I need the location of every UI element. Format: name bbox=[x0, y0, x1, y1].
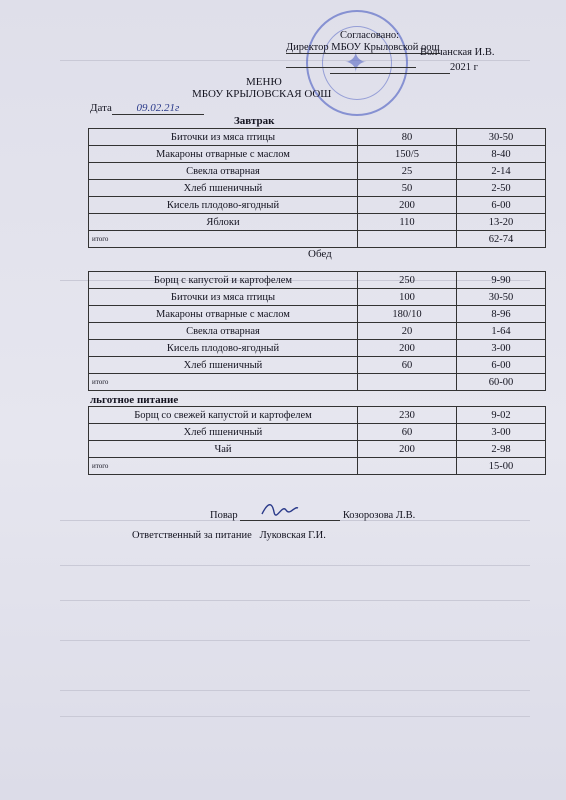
total-empty-cell bbox=[358, 231, 457, 248]
seal-emblem-icon: ✦ bbox=[344, 48, 368, 79]
dish-cell: Биточки из мяса птицы bbox=[89, 289, 358, 306]
menu-row bbox=[89, 180, 546, 197]
menu-row bbox=[89, 323, 546, 340]
dish-cell: Свекла отварная bbox=[89, 163, 358, 180]
dish-cell: Макароны отварные с маслом bbox=[89, 306, 358, 323]
approval-director-name: Волчанская И.В. bbox=[420, 47, 495, 58]
price-cell: 3-00 bbox=[457, 424, 546, 441]
menu-row bbox=[89, 340, 546, 357]
dish-cell: Кисель плодово-ягодный bbox=[89, 197, 358, 214]
responsible-label: Ответственный за питание bbox=[132, 530, 252, 541]
menu-row bbox=[89, 441, 546, 458]
responsible-name: Луковская Г.И. bbox=[259, 530, 326, 541]
section-title-lunch: Обед bbox=[308, 248, 332, 260]
weight-cell: 100 bbox=[358, 289, 457, 306]
price-cell: 6-00 bbox=[457, 357, 546, 374]
dish-cell: Хлеб пшеничный bbox=[89, 424, 358, 441]
menu-row bbox=[89, 163, 546, 180]
dish-cell: Кисель плодово-ягодный bbox=[89, 340, 358, 357]
approval-year: 2021 г bbox=[450, 62, 478, 73]
total-value: 15-00 bbox=[457, 458, 546, 475]
menu-row bbox=[89, 129, 546, 146]
menu-row bbox=[89, 407, 546, 424]
weight-cell: 25 bbox=[358, 163, 457, 180]
price-cell: 2-50 bbox=[457, 180, 546, 197]
school-name: МБОУ КРЫЛОВСКАЯ ООШ bbox=[192, 88, 332, 100]
price-cell: 13-20 bbox=[457, 214, 546, 231]
price-cell: 9-02 bbox=[457, 407, 546, 424]
price-cell: 30-50 bbox=[457, 289, 546, 306]
total-row bbox=[89, 231, 546, 248]
bleed-through-line bbox=[60, 690, 530, 691]
bleed-through-line bbox=[60, 640, 530, 641]
price-cell: 2-14 bbox=[457, 163, 546, 180]
price-cell: 8-96 bbox=[457, 306, 546, 323]
total-row bbox=[89, 374, 546, 391]
breakfast-table bbox=[88, 128, 546, 248]
menu-row bbox=[89, 272, 546, 289]
weight-cell: 200 bbox=[358, 197, 457, 214]
approval-date-line bbox=[330, 62, 478, 74]
menu-row bbox=[89, 197, 546, 214]
weight-cell: 200 bbox=[358, 340, 457, 357]
weight-cell: 200 bbox=[358, 441, 457, 458]
menu-row bbox=[89, 214, 546, 231]
section-title-breakfast: Завтрак bbox=[234, 115, 275, 127]
cook-name: Козорозова Л.В. bbox=[342, 510, 416, 521]
weight-cell: 60 bbox=[358, 357, 457, 374]
date-value: 09.02.21г bbox=[112, 102, 204, 115]
lunch-table bbox=[88, 271, 546, 391]
section-title-benefit: льготное питание bbox=[90, 394, 179, 406]
total-value: 60-00 bbox=[457, 374, 546, 391]
weight-cell: 20 bbox=[358, 323, 457, 340]
date-label: Дата bbox=[90, 102, 112, 114]
cook-signature bbox=[210, 506, 415, 521]
responsible-signature bbox=[132, 530, 326, 541]
menu-row bbox=[89, 146, 546, 163]
menu-row bbox=[89, 306, 546, 323]
date-row bbox=[90, 102, 204, 115]
approval-director: Директор МБОУ Крыловской оош bbox=[286, 42, 440, 53]
approval-agreed: Согласовано: bbox=[340, 30, 400, 41]
price-cell: 30-50 bbox=[457, 129, 546, 146]
menu-row bbox=[89, 289, 546, 306]
weight-cell: 80 bbox=[358, 129, 457, 146]
dish-cell: Яблоки bbox=[89, 214, 358, 231]
menu-row bbox=[89, 424, 546, 441]
total-empty-cell bbox=[358, 374, 457, 391]
dish-cell: Биточки из мяса птицы bbox=[89, 129, 358, 146]
price-cell: 1-64 bbox=[457, 323, 546, 340]
total-label: итого bbox=[89, 458, 358, 475]
weight-cell: 60 bbox=[358, 424, 457, 441]
total-row bbox=[89, 458, 546, 475]
weight-cell: 250 bbox=[358, 272, 457, 289]
total-label: итого bbox=[89, 231, 358, 248]
price-cell: 8-40 bbox=[457, 146, 546, 163]
benefit-table bbox=[88, 406, 546, 475]
dish-cell: Хлеб пшеничный bbox=[89, 357, 358, 374]
menu-row bbox=[89, 357, 546, 374]
cook-handwritten-signature bbox=[240, 506, 340, 521]
price-cell: 2-98 bbox=[457, 441, 546, 458]
price-cell: 6-00 bbox=[457, 197, 546, 214]
price-cell: 9-90 bbox=[457, 272, 546, 289]
weight-cell: 230 bbox=[358, 407, 457, 424]
dish-cell: Свекла отварная bbox=[89, 323, 358, 340]
cook-label: Повар bbox=[210, 510, 238, 521]
weight-cell: 180/10 bbox=[358, 306, 457, 323]
total-empty-cell bbox=[358, 458, 457, 475]
price-cell: 3-00 bbox=[457, 340, 546, 357]
weight-cell: 150/5 bbox=[358, 146, 457, 163]
dish-cell: Макароны отварные с маслом bbox=[89, 146, 358, 163]
weight-cell: 110 bbox=[358, 214, 457, 231]
menu-title: МЕНЮ bbox=[246, 76, 282, 88]
total-label: итого bbox=[89, 374, 358, 391]
bleed-through-line bbox=[60, 565, 530, 566]
dish-cell: Чай bbox=[89, 441, 358, 458]
dish-cell: Хлеб пшеничный bbox=[89, 180, 358, 197]
bleed-through-line bbox=[60, 600, 530, 601]
bleed-through-line bbox=[60, 716, 530, 717]
weight-cell: 50 bbox=[358, 180, 457, 197]
total-value: 62-74 bbox=[457, 231, 546, 248]
dish-cell: Борщ со свежей капустой и картофелем bbox=[89, 407, 358, 424]
dish-cell: Борщ с капустой и картофелем bbox=[89, 272, 358, 289]
